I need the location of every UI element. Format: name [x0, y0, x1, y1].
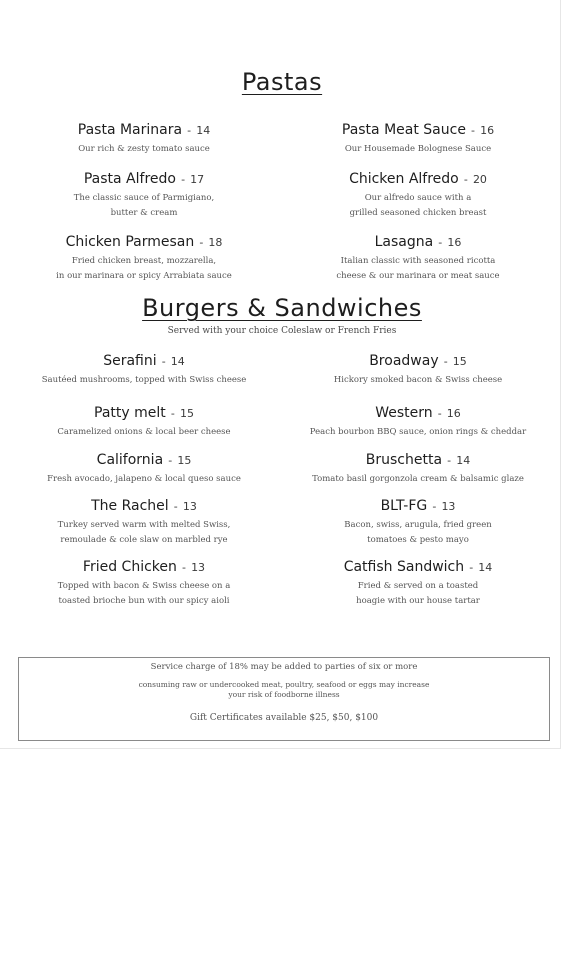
burgers-subtitle: Served with your choice Coleslaw or French Fries — [167, 326, 397, 336]
item-description: Sautéed mushrooms, topped with Swiss cheese — [41, 375, 247, 385]
menu-item-blt-fg — [278, 495, 558, 548]
item-price: 16 — [480, 124, 495, 137]
menu-item-chicken-alfredo — [278, 168, 558, 221]
item-name: Serafini — [103, 353, 157, 369]
item-name: Western — [375, 405, 433, 421]
price-separator: - — [181, 561, 186, 574]
menu-item-broadway — [278, 350, 558, 388]
item-name: The Rachel — [91, 498, 169, 514]
item-name: BLT-FG — [380, 498, 428, 514]
menu-item-patty-melt — [4, 402, 284, 440]
item-name: Catfish Sandwich — [343, 559, 465, 575]
notice-box — [18, 657, 550, 741]
item-description: Peach bourbon BBQ sauce, onion rings & cheddar — [309, 427, 527, 437]
menu-item-bruschetta — [278, 449, 558, 487]
item-description: Fried & served on a toasted hoagie with our house tartar — [356, 581, 480, 606]
item-description: Fried chicken breast, mozzarella, in our marinara or spicy Arrabiata sauce — [56, 256, 232, 281]
price-separator: - — [168, 454, 173, 467]
item-description: Our Housemade Bolognese Sauce — [344, 144, 492, 154]
item-name: Patty melt — [94, 405, 166, 421]
price-separator: - — [199, 236, 204, 249]
price-separator: - — [437, 407, 442, 420]
price-separator: - — [187, 124, 192, 137]
price-separator: - — [432, 500, 437, 513]
menu-item-pasta-alfredo — [4, 168, 284, 221]
item-name: Bruschetta — [365, 452, 443, 468]
item-price: 13 — [191, 561, 206, 574]
menu-item-serafini — [4, 350, 284, 388]
price-separator: - — [173, 500, 178, 513]
item-name: Pasta Meat Sauce — [341, 122, 466, 138]
item-price: 16 — [446, 407, 461, 420]
price-separator: - — [463, 173, 468, 186]
menu-item-pasta-marinara — [4, 119, 284, 157]
price-separator: - — [443, 355, 448, 368]
item-description: Hickory smoked bacon & Swiss cheese — [333, 375, 503, 385]
menu-item-lasagna — [278, 231, 558, 284]
item-name: Lasagna — [374, 234, 434, 250]
item-name: Broadway — [369, 353, 439, 369]
price-separator: - — [469, 561, 474, 574]
item-name: Fried Chicken — [82, 559, 177, 575]
item-name: California — [96, 452, 164, 468]
price-separator: - — [471, 124, 476, 137]
item-description: The classic sauce of Parmigiano, butter & cream — [73, 193, 215, 218]
menu-item-chicken-parmesan — [4, 231, 284, 284]
food-safety-warning: consuming raw or undercooked meat, poultry, seafood or eggs may increase your risk of foodborne illness — [138, 680, 430, 699]
item-price: 14 — [456, 454, 471, 467]
item-price: 17 — [190, 173, 205, 186]
menu-item-catfish-sandwich — [278, 556, 558, 609]
item-description: Turkey served warm with melted Swiss, remoulade & cole slaw on marbled rye — [57, 520, 231, 545]
item-name: Pasta Marinara — [77, 122, 183, 138]
item-price: 13 — [441, 500, 456, 513]
menu-item-pasta-meat-sauce — [278, 119, 558, 157]
price-separator: - — [161, 355, 166, 368]
item-name: Pasta Alfredo — [83, 171, 176, 187]
item-name: Chicken Parmesan — [65, 234, 195, 250]
item-price: 13 — [182, 500, 197, 513]
menu-item-western — [278, 402, 558, 440]
item-description: Our alfredo sauce with a grilled seasoned chicken breast — [349, 193, 487, 218]
price-separator: - — [438, 236, 443, 249]
item-price: 18 — [208, 236, 223, 249]
item-description: Our rich & zesty tomato sauce — [78, 144, 210, 154]
item-price: 14 — [196, 124, 211, 137]
item-price: 14 — [170, 355, 185, 368]
menu-item-fried-chicken — [4, 556, 284, 609]
service-charge-note: Service charge of 18% may be added to parties of six or more — [150, 662, 418, 672]
item-description: Fresh avocado, jalapeno & local queso sauce — [47, 474, 241, 484]
item-price: 16 — [447, 236, 462, 249]
item-price: 14 — [478, 561, 493, 574]
item-price: 20 — [472, 173, 487, 186]
item-description: Bacon, swiss, arugula, fried green tomatoes & pesto mayo — [344, 520, 492, 545]
pastas-heading: Pastas — [241, 68, 323, 96]
menu-item-california — [4, 449, 284, 487]
item-name: Chicken Alfredo — [349, 171, 459, 187]
burgers-heading: Burgers & Sandwiches — [142, 294, 422, 322]
menu-item-the-rachel — [4, 495, 284, 548]
item-price: 15 — [179, 407, 194, 420]
item-description: Italian classic with seasoned ricotta cheese & our marinara or meat sauce — [336, 256, 500, 281]
item-description: Topped with bacon & Swiss cheese on a toasted brioche bun with our spicy aioli — [57, 581, 231, 606]
price-separator: - — [181, 173, 186, 186]
gift-certificates-note: Gift Certificates available $25, $50, $100 — [189, 713, 379, 723]
item-description: Tomato basil gorgonzola cream & balsamic glaze — [312, 474, 524, 484]
item-description: Caramelized onions & local beer cheese — [57, 427, 231, 437]
item-price: 15 — [452, 355, 467, 368]
price-separator: - — [447, 454, 452, 467]
item-price: 15 — [177, 454, 192, 467]
price-separator: - — [170, 407, 175, 420]
